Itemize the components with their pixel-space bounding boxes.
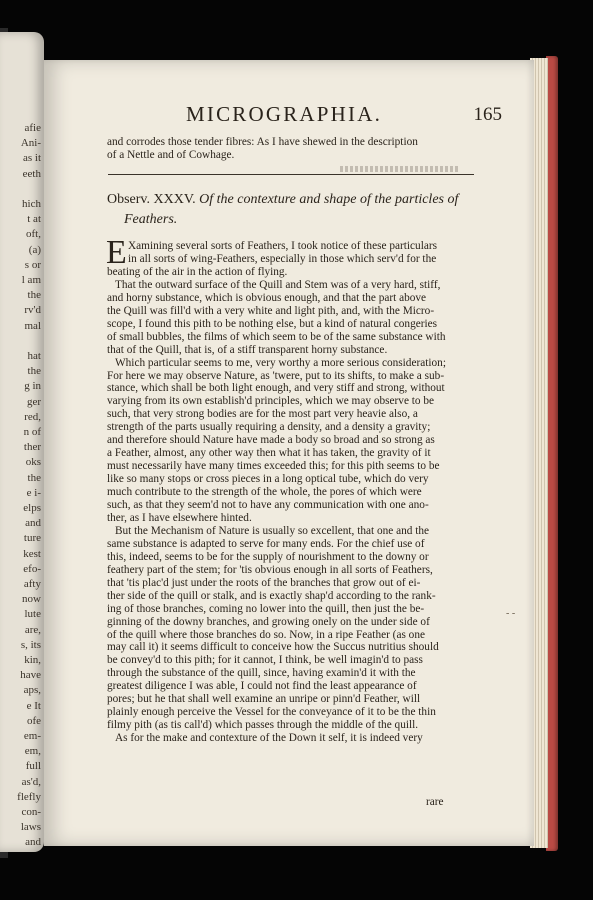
facing-page-fragment: em, xyxy=(24,745,41,758)
facing-page-fragment: l am xyxy=(21,274,41,286)
body-line: feathery part of the stem; for 'tis obvious enough in all sorts of Feathers, xyxy=(107,563,433,576)
facing-page-fragment: now xyxy=(22,593,41,606)
facing-page-fragment: hat xyxy=(27,350,41,362)
body-line: strength of the parts usually requiring a density, and a density a gravity; xyxy=(107,421,431,434)
drop-capital: E xyxy=(106,234,127,271)
body-line: But the Mechanism of Nature is usually so excellent, that one and the xyxy=(115,524,430,537)
body-line: ther, as I have elsewhere hinted. xyxy=(107,511,252,524)
facing-page-fragment: (a) xyxy=(28,243,41,256)
body-line: plainly enough perceive the Vessel for the conveyance of it to be the thin xyxy=(107,706,436,719)
facing-page-fragment: s, its xyxy=(20,638,41,651)
body-line: ginning of the downy branches, and growing onely on the under side of xyxy=(107,615,430,628)
body-line: through the substance of the quill, since, having examin'd it with the xyxy=(107,667,416,680)
facing-page-fragment: ture xyxy=(23,532,41,545)
running-title: MICROGRAPHIA. xyxy=(186,102,383,126)
carryover-line: of a Nettle and of Cowhage. xyxy=(107,149,235,161)
observation-title: Of the contexture and shape of the particles of xyxy=(199,192,459,207)
body-line: beating of the air in the action of flying. xyxy=(107,265,288,278)
body-line: in all sorts of wing-Feathers, especially in those which serv'd for the xyxy=(128,252,437,265)
body-line: and horny substance, which is obvious enough, and that the part above xyxy=(107,291,427,304)
facing-page-fragment: t at xyxy=(27,213,41,226)
facing-page-fragment: are, xyxy=(24,623,41,636)
facing-page-fragment: n of xyxy=(23,426,41,438)
body-line: such, as that they seem'd not to have any communication with one ano- xyxy=(107,499,429,511)
facing-page-fragment: Ani- xyxy=(20,137,41,150)
facing-page-fragment: afie xyxy=(24,122,41,134)
body-line: that of the Quill, that is, of a stiff transparent horny substance. xyxy=(107,343,388,356)
facing-page-fragment: hich xyxy=(22,198,41,210)
body-line: stance, which shall be both light enough, and very stiff and strong, without xyxy=(107,382,445,395)
body-line: That the outward surface of the Quill and Stem was of a very hard, stiff, xyxy=(115,278,441,291)
body-line: such, that very strong bodies are for the most part very heavie also, a xyxy=(107,408,418,421)
margin-mark: - - xyxy=(506,608,516,619)
facing-page-fragment: s or xyxy=(24,258,41,271)
facing-page-fragment: have xyxy=(20,669,41,682)
facing-page-fragment: efo- xyxy=(23,562,41,575)
facing-page-fragment: lute xyxy=(24,608,41,621)
facing-page-fragment: em- xyxy=(23,730,41,742)
observation-label: Observ. XXXV. xyxy=(107,192,196,207)
body-line: may call it) it seems difficult to conceive how the Succus nutritius should xyxy=(107,641,439,654)
body-line: a Feather, almost, any other way then what it has taken, the gravity of it xyxy=(107,447,431,460)
body-line: much contribute to the strength of the whole, the pores of which were xyxy=(107,486,422,499)
body-line: this, indeed, seems to be for the supply of nourishment to the downy or xyxy=(107,550,429,563)
body-line: pores; but he that shall well examine an unripe or pinn'd Feather, will xyxy=(107,693,421,706)
body-line: the Quill was fill'd with a very white and light pith, and, with the Micro- xyxy=(107,304,435,317)
facing-page-fragment: e i- xyxy=(26,486,41,499)
facing-page-fragment: as it xyxy=(22,152,41,165)
body-line: varying from its own establish'd principles, which we may observe to be xyxy=(107,395,435,408)
facing-page-fragment: rv'd xyxy=(24,304,41,317)
facing-page-edge xyxy=(0,32,44,852)
body-line: Which particular seems to me, very worthy a more serious consideration; xyxy=(115,356,446,369)
body-line: As for the make and contexture of the Down it self, it is indeed very xyxy=(115,732,423,745)
show-through-text xyxy=(340,166,460,172)
body-line: of small bubbles, the films of which seem to be of the same substance with xyxy=(107,330,446,343)
facing-page-fragment: e It xyxy=(26,699,41,712)
facing-page-fragment: oks xyxy=(25,456,41,469)
facing-page-fragment: oft, xyxy=(26,228,41,241)
facing-page-fragment: eeth xyxy=(22,167,41,180)
observation-title-continued: Feathers. xyxy=(124,212,178,227)
facing-page-fragment: full xyxy=(25,760,41,773)
page-header xyxy=(186,100,506,134)
body-line: ing of those branches, coming no lower into the quill, then just the be- xyxy=(107,602,425,615)
body-line: like so many stops or cross pieces in a long optical tube, which do very xyxy=(107,473,429,486)
catchword: rare xyxy=(426,796,444,808)
facing-page-fragment: kest xyxy=(23,547,41,560)
facing-page-fragment: as'd, xyxy=(21,775,41,788)
body-line: ther side of the quill or stalk, and is exactly shap'd according to the rank- xyxy=(107,589,436,602)
facing-page-fragment: flefly xyxy=(17,790,41,803)
body-line: and therefore should Nature have made a body so broad and so strong as xyxy=(107,434,435,447)
body-line: For here we may observe Nature, as 'twere, put to its shifts, to make a sub- xyxy=(107,369,445,382)
facing-page-fragment: red, xyxy=(24,410,41,423)
facing-page-fragment: con- xyxy=(21,806,41,818)
facing-page-fragment: aps, xyxy=(23,684,41,697)
body-line: same substance is adapted to serve for many ends. For the chief use of xyxy=(107,537,425,550)
page-number: 165 xyxy=(473,104,502,125)
facing-page-fragment: the xyxy=(27,471,41,484)
section-divider xyxy=(108,174,474,175)
facing-page-fragment: ger xyxy=(26,395,41,408)
body-line: must necessarily have many times exceeded this; for this pith seems to be xyxy=(107,460,440,473)
facing-page-fragment: kin, xyxy=(24,654,41,666)
body-line: be convey'd to this pith; for it cannot, I think, be well imagin'd to pass xyxy=(107,654,423,667)
facing-page-fragment: mal xyxy=(24,319,41,332)
body-line: Xamining several sorts of Feathers, I took notice of these particulars xyxy=(128,240,438,252)
body-line: filmy pith (as tis call'd) which passes through the middle of the quill. xyxy=(107,719,419,732)
facing-page-fragment: afty xyxy=(23,578,41,590)
facing-page-fragment: elps xyxy=(23,502,41,514)
observation-heading xyxy=(107,192,458,208)
facing-page-fragment: laws xyxy=(20,821,41,834)
facing-page-fragment: the xyxy=(27,365,41,378)
facing-page-fragment: ofe xyxy=(26,714,41,727)
facing-page-fragment: and xyxy=(25,836,41,849)
facing-page-fragment: and xyxy=(25,517,41,530)
body-line: greatest diligence I was able, I could not find the least appearance of xyxy=(107,680,417,693)
body-line: of the quill where those branches do so. Now, in a ripe Feather (as one xyxy=(107,628,425,641)
body-line: that 'tis plac'd just under the roots of the branches that grow out of ei- xyxy=(107,576,421,589)
facing-page-fragment: ther xyxy=(23,441,41,454)
carryover-line: and corrodes those tender fibres: As I have shewed in the description xyxy=(107,136,418,148)
body-line: scope, I found this pith to be nothing else, but a kind of natural congeries xyxy=(107,317,438,330)
facing-page-fragment: the xyxy=(27,289,41,302)
facing-page-fragment: g in xyxy=(24,380,41,393)
